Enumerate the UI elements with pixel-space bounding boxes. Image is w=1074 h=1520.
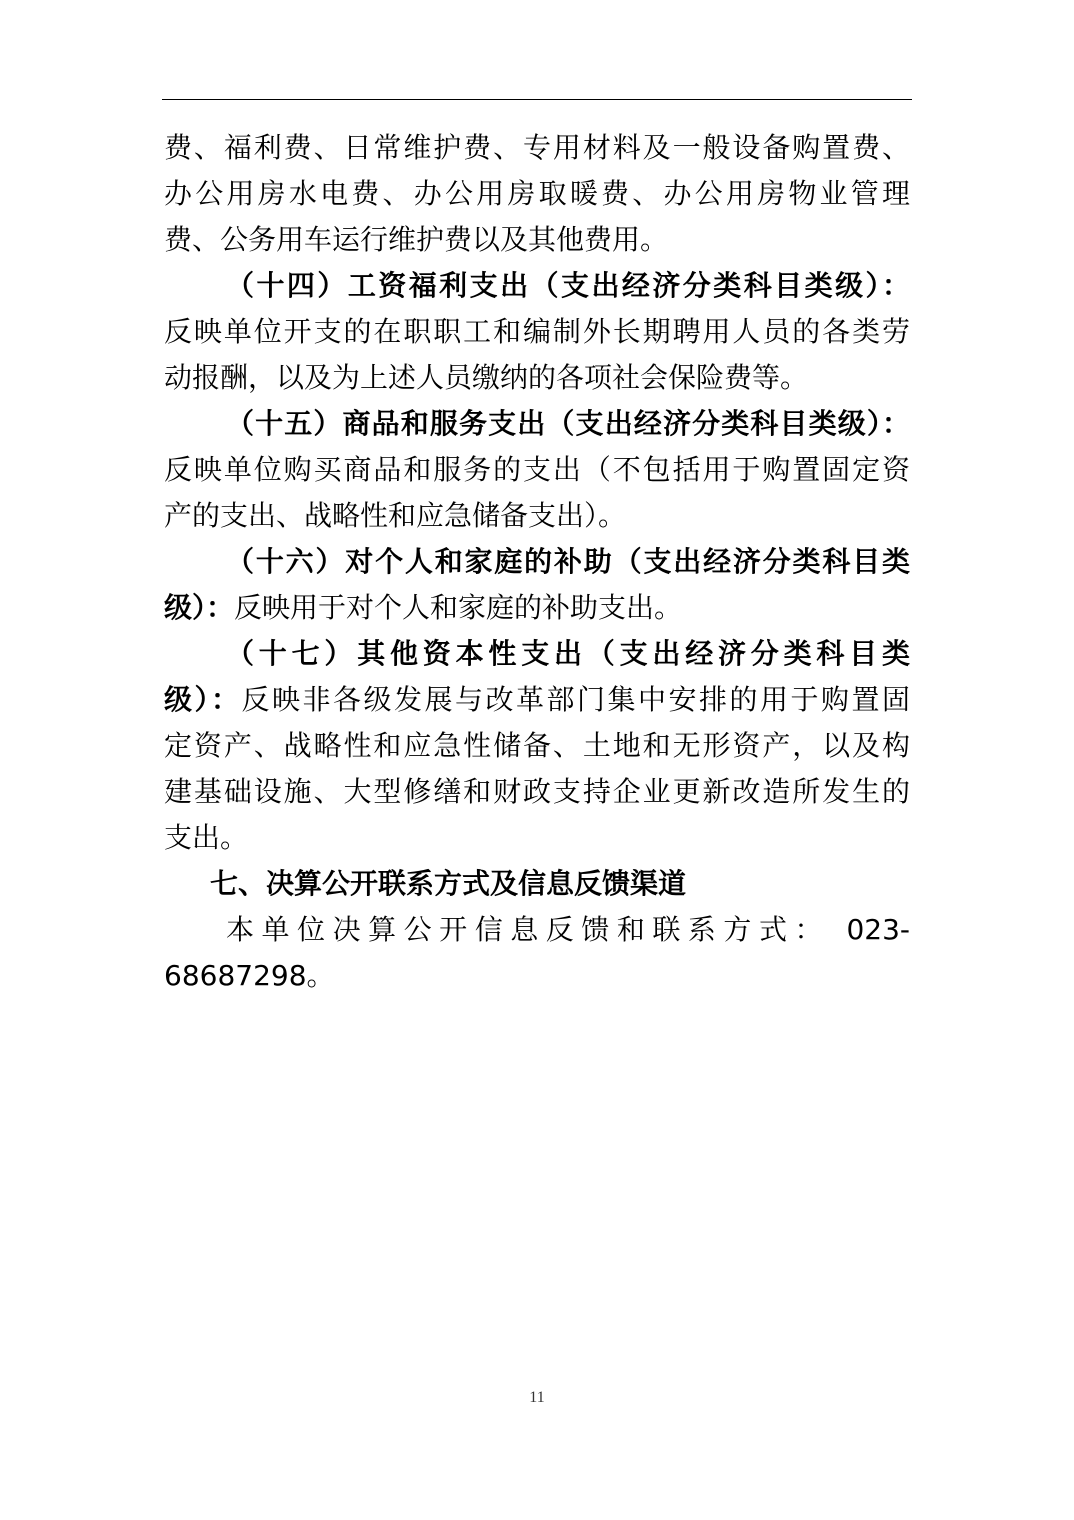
- text-line: 费、福利费、日常维护费、专用材料及一般设备购置费、: [164, 131, 910, 164]
- text-line: 费、公务用车运行维护费以及其他费用。: [164, 223, 669, 256]
- item-14-heading: （十四）工资福利支出（支出经济分类科目类级）：: [226, 269, 910, 302]
- header-rule: [162, 99, 912, 100]
- text-line: 办公用房水电费、办公用房取暖费、办公用房物业管理: [164, 177, 910, 210]
- page-number: 11: [529, 1389, 545, 1406]
- contact-phone: 68687298。: [164, 959, 335, 992]
- item-16-body: 反映用于对个人和家庭的补助支出。: [234, 591, 683, 624]
- item-16-heading: （十六）对个人和家庭的补助（支出经济分类科目类: [226, 545, 910, 578]
- text-line: 反映单位购买商品和服务的支出（不包括用于购置固定资: [164, 453, 910, 486]
- text-line: 支出。: [164, 821, 249, 854]
- item-17-body: 反映非各级发展与改革部门集中安排的用于购置固: [241, 683, 910, 716]
- text-line: 动报酬，以及为上述人员缴纳的各项社会保险费等。: [164, 361, 809, 394]
- contact-line: 本单位决算公开信息反馈和联系方式： 023-: [226, 913, 910, 946]
- item-16-line: [164, 585, 910, 631]
- text-line: 产的支出、战略性和应急储备支出）。: [164, 499, 627, 532]
- item-17-line: [164, 677, 910, 723]
- text-line: 建基础设施、大型修缮和财政支持企业更新改造所发生的: [164, 775, 910, 808]
- section-7-heading: 七、决算公开联系方式及信息反馈渠道: [210, 867, 687, 900]
- text-line: 反映单位开支的在职职工和编制外长期聘用人员的各类劳: [164, 315, 910, 348]
- item-15-heading: （十五）商品和服务支出（支出经济分类科目类级）：: [226, 407, 910, 440]
- item-17-heading: （十七）其他资本性支出（支出经济分类科目类: [226, 637, 910, 670]
- item-17-heading-tail: 级）：: [164, 683, 242, 716]
- text-line: 定资产、战略性和应急性储备、土地和无形资产，以及构: [164, 729, 910, 762]
- item-16-heading-tail: 级）：: [164, 591, 235, 624]
